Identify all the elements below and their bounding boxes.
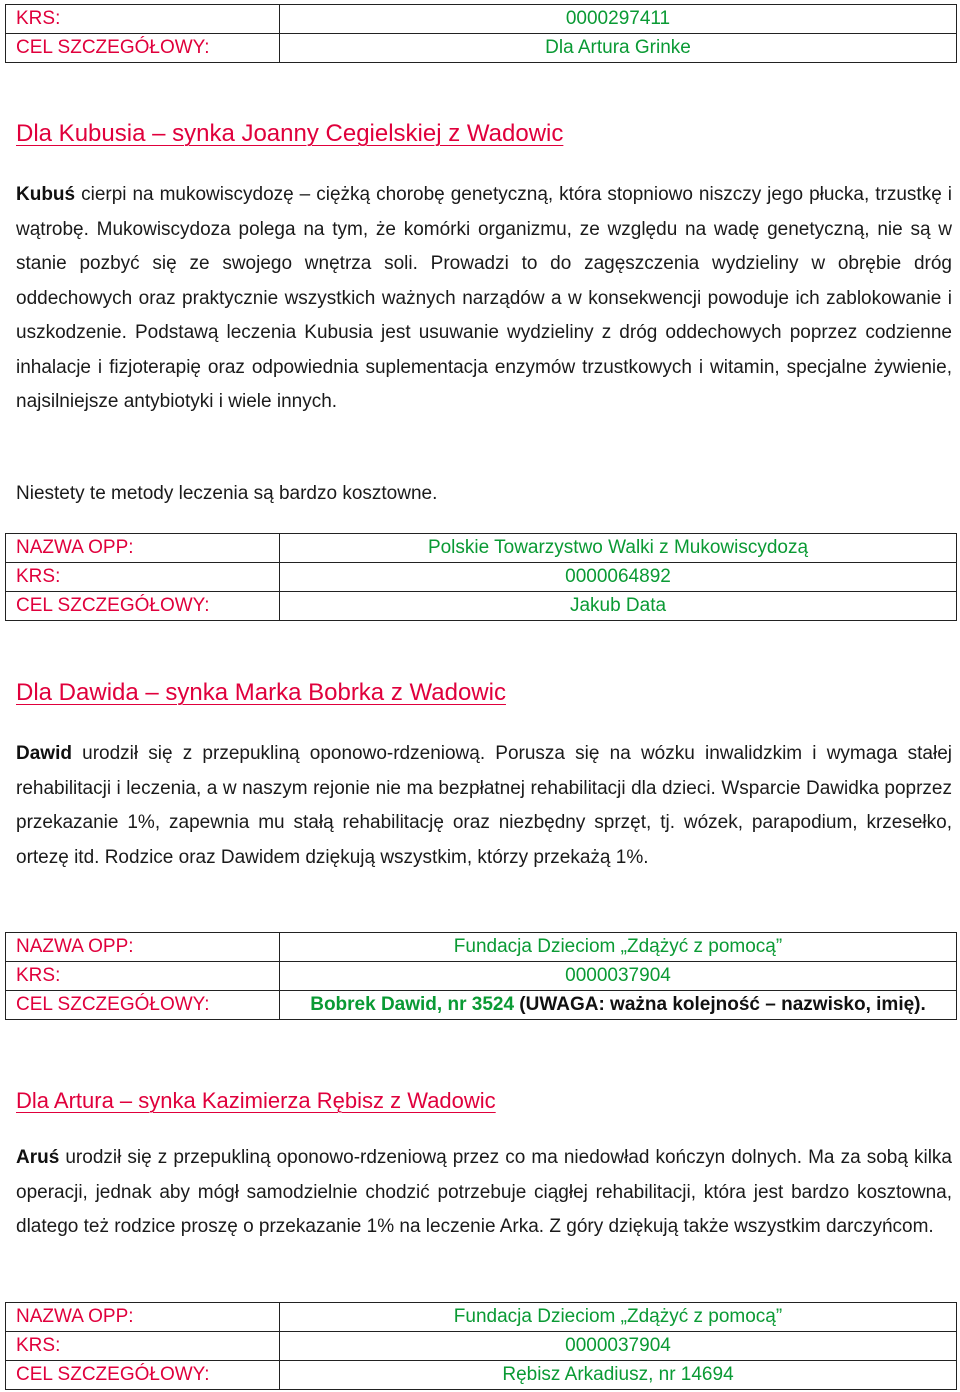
cel-row	[6, 34, 957, 63]
cel-row	[6, 991, 957, 1020]
nazwa-label: NAZWA OPP:	[6, 933, 280, 962]
nazwa-row	[6, 534, 957, 563]
cel-value: Rębisz Arkadiusz, nr 14694	[280, 1361, 957, 1390]
cel-label: CEL SZCZEGÓŁOWY:	[6, 991, 280, 1020]
nazwa-value: Fundacja Dzieciom „Zdążyć z pomocą”	[280, 933, 957, 962]
krs-value: 0000297411	[280, 5, 957, 34]
cel-row	[6, 1361, 957, 1390]
nazwa-label: NAZWA OPP:	[6, 534, 280, 563]
child-name: Dawid	[16, 743, 72, 764]
krs-label: KRS:	[6, 1332, 280, 1361]
description: urodził się z przepukliną oponowo-rdzeniową. Porusza się na wózku inwalidzkim i wymaga stałej rehabilitacji i leczenia, a w naszym rejonie nie ma bezpłatnej rehabilitacji dla dzieci. Wsparcie Dawidka poprzez przekazanie 1%, zapewnia mu stałą rehabilitację oraz niezbędny sprzęt, tj. wózek, parapodium, krzesełko, ortezę itd. Rodzice oraz Dawidem dziękują wszystkim, którzy przekażą 1%.	[16, 743, 952, 868]
krs-value: 0000064892	[280, 563, 957, 592]
cel-label: CEL SZCZEGÓŁOWY:	[6, 592, 280, 621]
krs-row	[6, 5, 957, 34]
nazwa-row	[6, 1303, 957, 1332]
krs-label: KRS:	[6, 962, 280, 991]
krs-value: 0000037904	[280, 1332, 957, 1361]
krs-row	[6, 1332, 957, 1361]
section-text-artur	[16, 1141, 952, 1245]
krs-label: KRS:	[6, 5, 280, 34]
krs-row	[6, 563, 957, 592]
section-text-kubus	[16, 178, 952, 420]
cel-value	[280, 991, 957, 1020]
description: cierpi na mukowiscydozę – ciężką chorobę genetyczną, która stopniowo niszczy jego płucka, trzustkę i wątrobę. Mukowiscydoza polega na tym, że komórki organizmu, ze względu na wadę genetyczną, nie są w stanie pozbyć się ze swojego wnętrza soli. Prowadzi to do zagęszczenia wydzieliny w obrębie dróg oddechowych oraz praktycznie wszystkich ważnych narządów a w konsekwencji powoduje ich zablokowanie i uszkodzenie. Podstawą leczenia Kubusia jest usuwanie wydzieliny z dróg oddechowych poprzez codzienne inhalacje i fizjoterapię oraz odpowiednia suplementacja enzymów trzustkowych i witamin, specjalne żywienie, najsilniejsze antybiotyki i wiele innych.	[16, 184, 952, 412]
cel-value: Dla Artura Grinke	[280, 34, 957, 63]
child-name: Aruś	[16, 1147, 60, 1168]
info-box-artur	[5, 1302, 957, 1390]
info-box-kubus	[5, 533, 957, 621]
info-box-top	[5, 4, 957, 63]
section-heading-dawid: Dla Dawida – synka Marka Bobrka z Wadowic	[16, 679, 506, 706]
info-box-dawid	[5, 932, 957, 1020]
cel-value: Jakub Data	[280, 592, 957, 621]
description: urodził się z przepukliną oponowo-rdzeniową przez co ma niedowład kończyn dolnych. Ma za sobą kilka operacji, jednak aby mógł samodzielnie chodzić potrzebuje ciągłej rehabilitacji, która jest bardzo kosztowna, dlatego też rodzice proszę o przekazanie 1% na leczenie Arka. Z góry dziękują także wszystkim darczyńcom.	[16, 1147, 952, 1237]
nazwa-value: Fundacja Dzieciom „Zdążyć z pomocą”	[280, 1303, 957, 1332]
section-heading-artur: Dla Artura – synka Kazimierza Rębisz z Wadowic	[16, 1088, 496, 1113]
krs-row	[6, 962, 957, 991]
cel-label: CEL SZCZEGÓŁOWY:	[6, 1361, 280, 1390]
nazwa-row	[6, 933, 957, 962]
cel-recipient: Bobrek Dawid, nr 3524	[310, 994, 515, 1015]
cel-row	[6, 592, 957, 621]
cel-label: CEL SZCZEGÓŁOWY:	[6, 34, 280, 63]
nazwa-label: NAZWA OPP:	[6, 1303, 280, 1332]
child-name: Kubuś	[16, 184, 76, 205]
krs-label: KRS:	[6, 563, 280, 592]
cel-order-note: (UWAGA: ważna kolejność – nazwisko, imię).	[514, 994, 926, 1015]
section-heading-kubus: Dla Kubusia – synka Joanny Cegielskiej z Wadowic	[16, 120, 564, 147]
section-text-dawid	[16, 737, 952, 875]
nazwa-value: Polskie Towarzystwo Walki z Mukowiscydozą	[280, 534, 957, 563]
krs-value: 0000037904	[280, 962, 957, 991]
cost-note: Niestety te metody leczenia są bardzo kosztowne.	[16, 483, 438, 504]
